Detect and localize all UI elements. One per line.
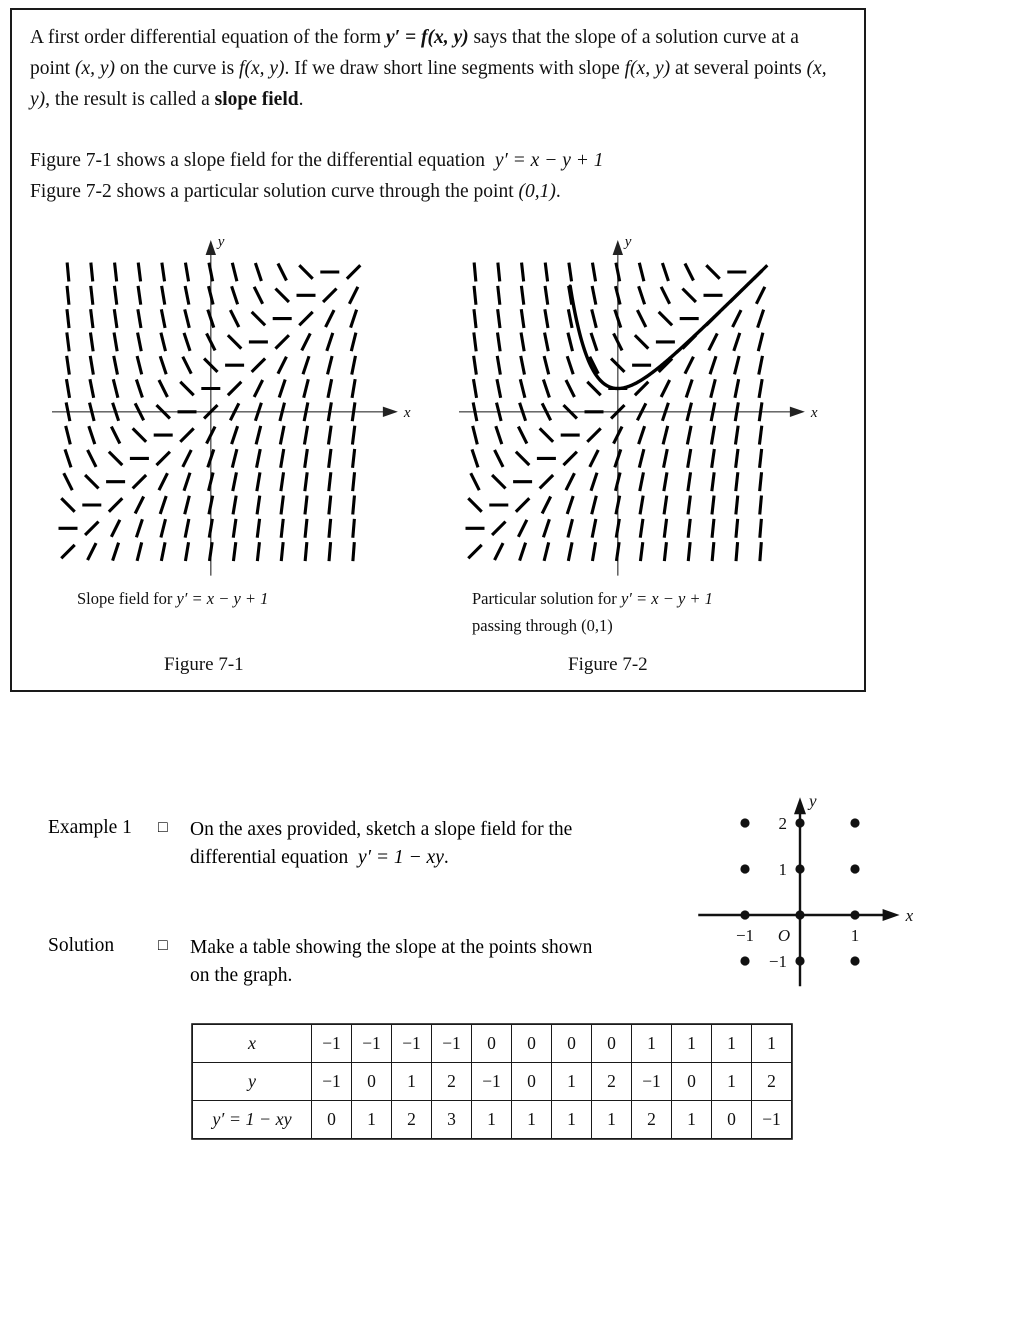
example-1-axes-graph: [676, 778, 966, 1003]
table-cell: 2: [432, 1063, 472, 1101]
table-cell: 1: [672, 1025, 712, 1063]
table-cell: 0: [512, 1063, 552, 1101]
svg-text:−1: −1: [768, 952, 787, 971]
svg-text:x: x: [905, 906, 914, 925]
svg-text:y: y: [217, 234, 225, 250]
table-cell: −1: [352, 1025, 392, 1063]
svg-text:2: 2: [778, 814, 787, 833]
svg-text:1: 1: [850, 926, 860, 945]
table-cell: 1: [352, 1101, 392, 1139]
svg-text:y: y: [624, 234, 632, 250]
intro-paragraph-1: A first order differential equation of the form y′ = f(x, y) says that the slope of a solution curve at a point (x, y) on the curve is f(x, y). If we draw short line segments with slope f(x, y) at several points (x, y), the result is called a slope field.: [30, 27, 827, 110]
intro-paragraph-2: Figure 7-1 shows a slope field for the differential equation y′ = x − y + 1 Figure 7-2 shows a particular solution curve through the point (0,1).: [30, 150, 604, 202]
table-cell: 1: [752, 1025, 792, 1063]
table-row-label: y′ = 1 − xy: [193, 1101, 312, 1139]
table-cell: 1: [632, 1025, 672, 1063]
svg-text:O: O: [777, 926, 791, 945]
table-cell: 2: [392, 1101, 432, 1139]
table-cell: 1: [472, 1101, 512, 1139]
table-row: [193, 1101, 792, 1139]
table-row: [193, 1063, 792, 1101]
table-cell: 2: [592, 1063, 632, 1101]
solution-text: Make a table showing the slope at the points shown on the graph.: [190, 937, 593, 986]
figure-7-2-caption: Particular solution for y′ = x − y + 1 passing through (0,1): [472, 589, 713, 635]
table-row-label: x: [193, 1025, 312, 1063]
table-row-label: y: [193, 1063, 312, 1101]
table-cell: 1: [512, 1101, 552, 1139]
figure-7-1-label: Figure 7-1: [164, 654, 244, 675]
solution-bullet-square-icon: □: [158, 937, 168, 954]
table-cell: −1: [432, 1025, 472, 1063]
table-cell: 1: [592, 1101, 632, 1139]
table-cell: 0: [312, 1101, 352, 1139]
table-cell: −1: [472, 1063, 512, 1101]
figure-7-1-caption: Slope field for y′ = x − y + 1: [77, 589, 269, 608]
table-cell: −1: [392, 1025, 432, 1063]
table-cell: 1: [552, 1101, 592, 1139]
table-cell: 0: [592, 1025, 632, 1063]
table-cell: 0: [672, 1063, 712, 1101]
figure-7-2-label: Figure 7-2: [568, 654, 648, 675]
example-bullet-square-icon: □: [158, 819, 168, 836]
svg-text:x: x: [810, 404, 818, 421]
figure-7-1: [42, 232, 411, 572]
example-1-text: On the axes provided, sketch a slope field for the differential equation y′ = 1 − xy.: [190, 819, 573, 868]
table-cell: 0: [352, 1063, 392, 1101]
svg-text:1: 1: [778, 860, 787, 879]
solution-tag: Solution: [48, 935, 115, 956]
table-cell: 0: [552, 1025, 592, 1063]
table-cell: 1: [552, 1063, 592, 1101]
table-cell: 1: [392, 1063, 432, 1101]
intro-framed-box: [10, 8, 866, 692]
table-cell: −1: [312, 1063, 352, 1101]
table-cell: −1: [632, 1063, 672, 1101]
table-cell: 1: [672, 1101, 712, 1139]
table-cell: 3: [432, 1101, 472, 1139]
example-1-tag: Example 1: [48, 817, 132, 838]
table-cell: 0: [712, 1101, 752, 1139]
table-cell: 1: [712, 1063, 752, 1101]
table-cell: −1: [312, 1025, 352, 1063]
svg-text:y: y: [809, 791, 817, 811]
svg-text:−1: −1: [735, 926, 755, 945]
figure-7-1-slope-field: [42, 232, 411, 572]
example-1-axes-svg: [676, 778, 966, 998]
figure-7-2-slope-field-with-solution: [449, 232, 818, 572]
figure-7-2: [449, 232, 818, 572]
slope-value-table: [192, 1024, 792, 1139]
table-cell: −1: [752, 1101, 792, 1139]
table-cell: 2: [632, 1101, 672, 1139]
table-cell: 1: [712, 1025, 752, 1063]
table-row: [193, 1025, 792, 1063]
table-cell: 0: [512, 1025, 552, 1063]
table-cell: 2: [752, 1063, 792, 1101]
svg-text:x: x: [403, 404, 411, 421]
table-cell: 0: [472, 1025, 512, 1063]
